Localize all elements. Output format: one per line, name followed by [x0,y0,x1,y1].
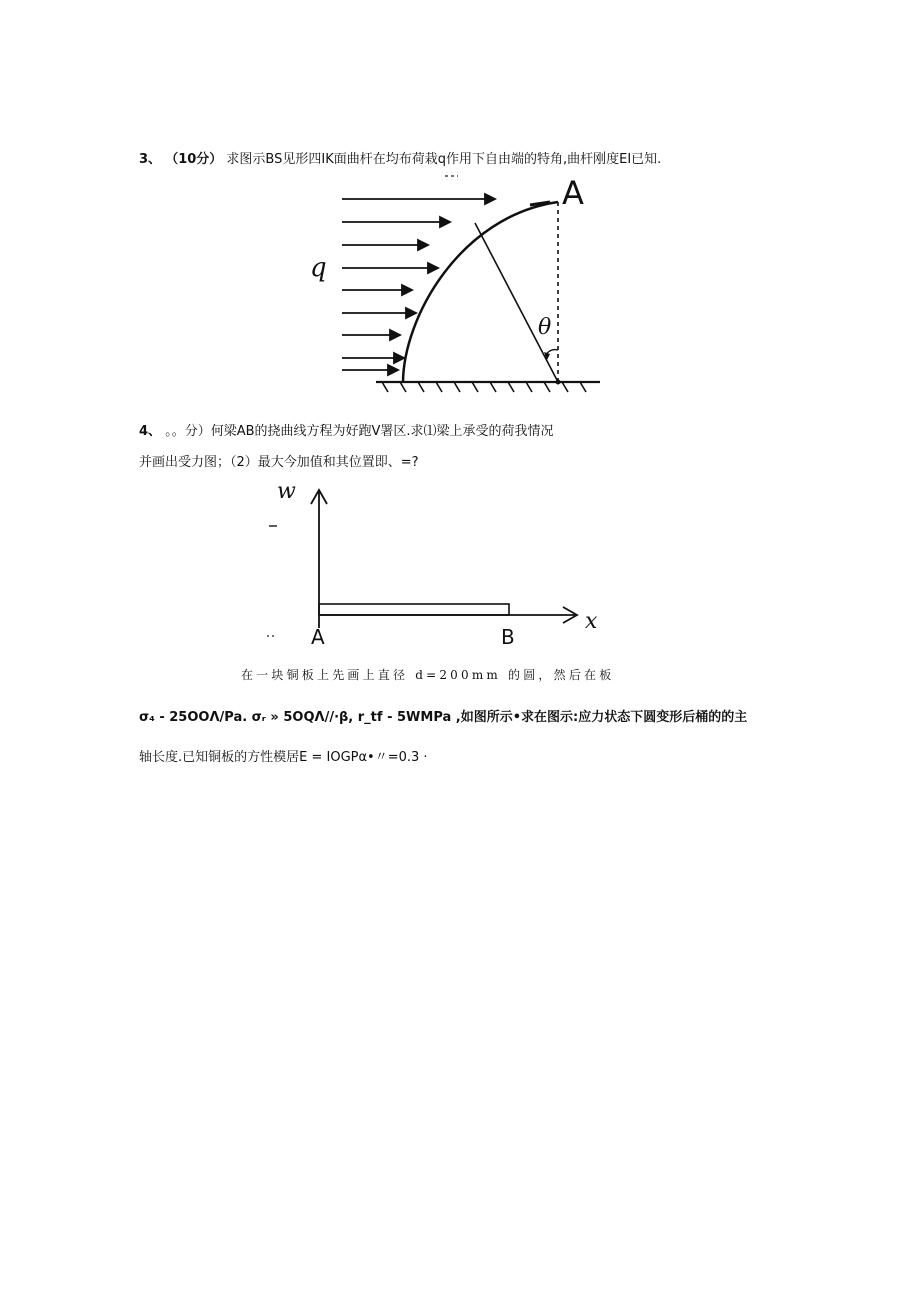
load-arrows [342,194,495,375]
axis-label-x: x [585,609,598,634]
problem-4-line-2 [139,451,419,470]
beam-label-a: A [311,625,325,649]
problem-4-line-1 [139,420,554,439]
curved-bar-figure [300,168,610,396]
load-label-q: q [310,253,327,283]
axis-label-w: w [277,479,296,504]
beam-figure [255,478,605,653]
problem-3-statement [139,148,661,167]
problem-5-line-2: 轴长度.已知铜板的方性模居E = IOGPα•〃=0.3 · [139,750,428,765]
problem-5-caption: 在一块铜板上先画上直径 d=200mm 的圆，然后在板 [241,668,615,682]
problem-4-text-1: 。。分）何梁AB的挠曲线方程为好跑V署区.求⑴梁上承受的荷我情况 [165,424,554,439]
problem-3-text: 求图示BS见形四IK面曲杆在均布荷栽q作用下自由端的特角,曲杆刚度EI已知. [226,152,662,167]
problem-5-line-1: σ₄ - 25OOΛ/Pa. σᵣ » 5OQΛ//·β, r_tf - 5WMPa ,如图所示•求在图示:应力状态下圆变形后桶的的主 [139,710,748,725]
problem-4-text-2: 并画出受力图；（2）最大今加值和其位置即、=? [139,455,419,470]
problem-4-number: 4、 [139,424,162,439]
beam-label-b: B [501,625,515,649]
problem-3-score: （10分） [165,152,223,167]
end-label-a: A [562,174,584,212]
angle-label-theta: θ [538,315,552,340]
problem-3-number: 3、 [139,152,162,167]
